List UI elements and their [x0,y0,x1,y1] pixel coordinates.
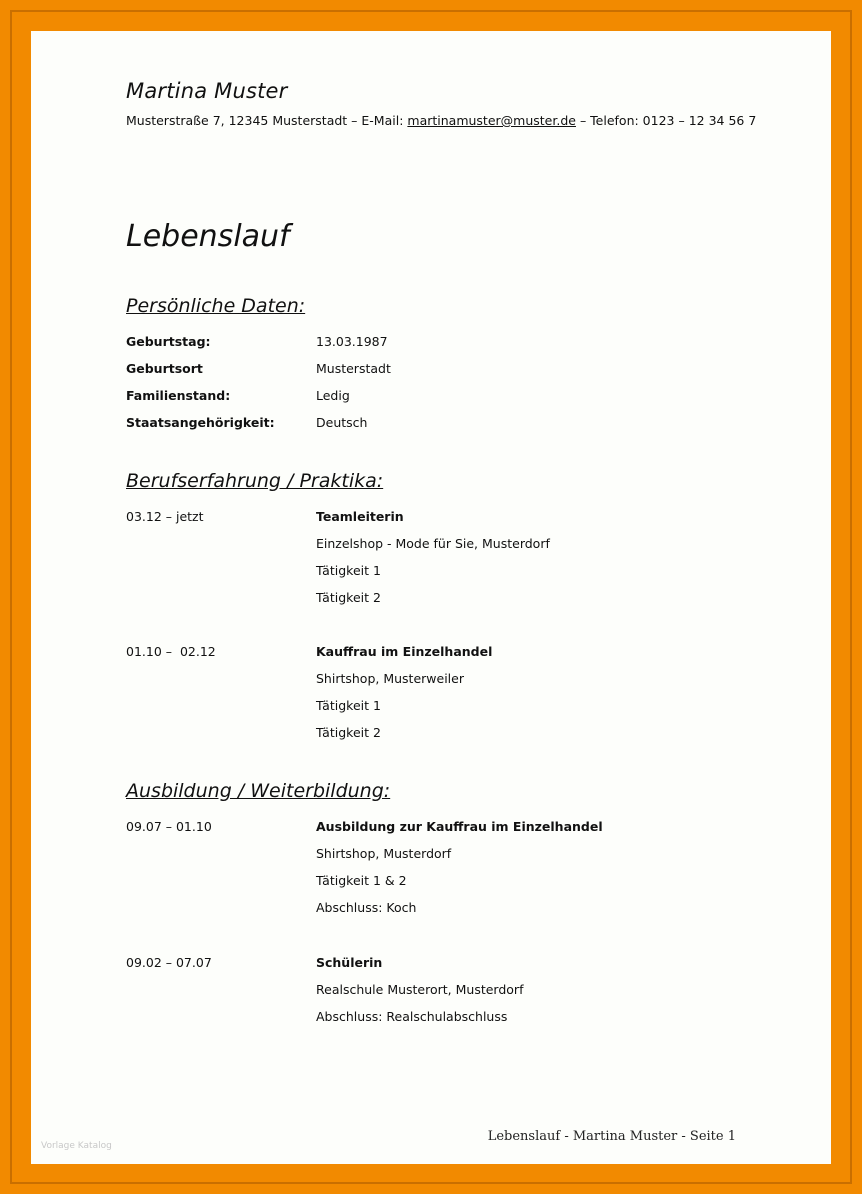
entry-detail: Tätigkeit 1 [316,698,381,713]
experience-entry [126,509,404,524]
entry-date: 03.12 – jetzt [126,509,204,524]
entry-detail: Tätigkeit 1 & 2 [316,873,407,888]
education-entry [126,955,383,970]
document-title: Lebenslauf [126,219,290,254]
contact-phone: – Telefon: 0123 – 12 34 56 7 [575,113,757,128]
personal-row [126,361,391,376]
entry-role: Ausbildung zur Kauffrau im Einzelhandel [316,819,603,834]
entry-detail: Abschluss: Realschulabschluss [316,1009,508,1024]
entry-detail: Realschule Musterort, Musterdorf [316,982,524,997]
entry-date: 09.02 – 07.07 [126,955,212,970]
entry-detail: Abschluss: Koch [316,900,417,915]
personal-value: Deutsch [316,415,368,430]
document-page [31,31,831,1164]
entry-detail: Tätigkeit 2 [316,725,381,740]
contact-line [126,113,756,128]
entry-role: Teamleiterin [316,509,404,524]
entry-role: Schülerin [316,955,383,970]
entry-detail: Shirtshop, Musterweiler [316,671,464,686]
entry-date: 01.10 – 02.12 [126,644,216,659]
entry-detail: Tätigkeit 2 [316,590,381,605]
section-personal-heading: Persönliche Daten: [126,295,306,317]
personal-value: Ledig [316,388,350,403]
personal-row [126,415,368,430]
personal-label: Geburtsort [126,361,203,376]
personal-label: Staatsangehörigkeit: [126,415,275,430]
personal-row [126,334,388,349]
personal-label: Geburtstag: [126,334,211,349]
personal-row [126,388,350,403]
experience-entry [126,644,493,659]
personal-value: Musterstadt [316,361,391,376]
contact-address: Musterstraße 7, 12345 Musterstadt – E-Mail: [126,113,408,128]
section-experience-heading: Berufserfahrung / Praktika: [126,470,384,492]
entry-date: 09.07 – 01.10 [126,819,212,834]
entry-detail: Tätigkeit 1 [316,563,381,578]
email-link[interactable]: martinamuster@muster.de [407,113,576,128]
applicant-name: Martina Muster [126,79,288,103]
personal-value: 13.03.1987 [316,334,388,349]
entry-role: Kauffrau im Einzelhandel [316,644,493,659]
watermark: Vorlage Katalog [41,1141,112,1151]
section-education-heading: Ausbildung / Weiterbildung: [126,780,391,802]
personal-label: Familienstand: [126,388,231,403]
education-entry [126,819,603,834]
entry-detail: Einzelshop - Mode für Sie, Musterdorf [316,536,550,551]
page-footer: Lebenslauf - Martina Muster - Seite 1 [487,1129,736,1144]
entry-detail: Shirtshop, Musterdorf [316,846,452,861]
